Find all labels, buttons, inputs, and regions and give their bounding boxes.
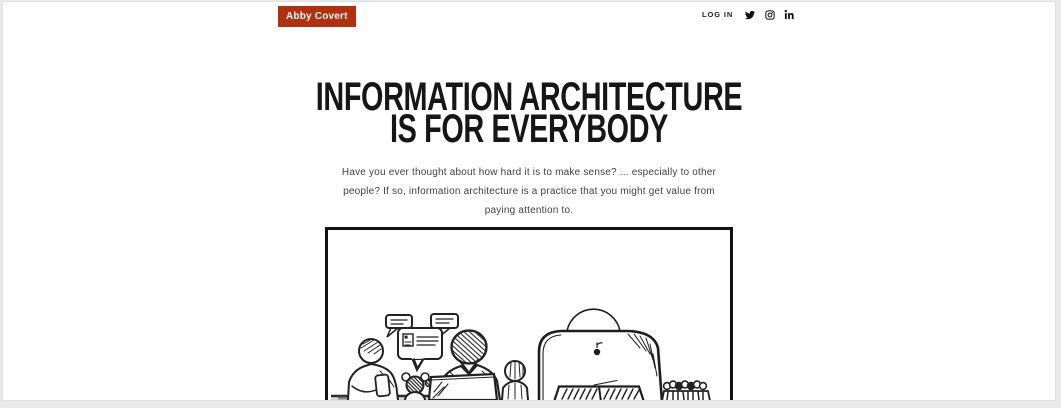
- laptop-big: [539, 309, 662, 400]
- twitter-icon[interactable]: [744, 9, 755, 20]
- hero-description: Have you ever thought about how hard it is to make sense? ... especially to other people? If so, information architecture is a practice that you might get value from paying attention to.: [341, 167, 717, 216]
- page-title-line1: INFORMATION ARCHITECTURE: [315, 75, 743, 119]
- page-surface: [3, 2, 1055, 400]
- presentation-sketch-illustration: [328, 230, 730, 400]
- site-header: [3, 2, 1055, 32]
- laptop-small: [429, 374, 497, 400]
- instagram-icon[interactable]: [764, 9, 775, 20]
- linkedin-icon[interactable]: [784, 9, 795, 20]
- header-nav: [702, 9, 795, 20]
- person-left: [348, 339, 398, 400]
- speech-bubbles: [386, 314, 458, 370]
- page-title: [150, 32, 907, 151]
- person-small: [502, 361, 528, 400]
- site-logo[interactable]: Abby Covert: [278, 6, 356, 27]
- audience-crowd: [662, 381, 710, 400]
- login-link[interactable]: LOG IN: [702, 9, 734, 19]
- page-title-line2: IS FOR EVERYBODY: [389, 107, 669, 151]
- illustration-frame: [325, 227, 733, 400]
